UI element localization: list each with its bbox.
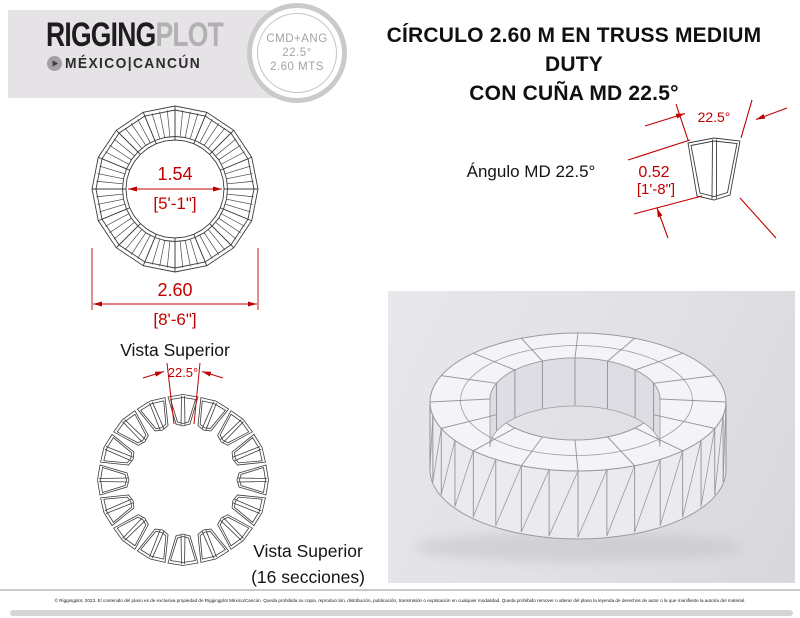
truss-ring-render [388, 291, 795, 583]
outer-diameter-imperial: [8'-6"] [153, 310, 197, 329]
copyright-text: © Riggingplot, 2023. El contenido del plano es de exclusiva propiedad de Riggingplot México/Cancún. Queda prohibida su copia, reproducción, distribución, publicación, transmisión o explotación en cualquier modalidad. Queda prohibido remover o alterar del plano la leyenda de derechos de autor o la que manifieste la autoría del material. [54, 598, 746, 603]
wedge-width-value: 0.52 [638, 164, 670, 181]
brand-secondary: PLOT [155, 16, 224, 54]
badge-line-1: CMD+ANG [266, 33, 328, 45]
brand-location: MÉXICO|CANCÚN [65, 55, 202, 72]
inner-diameter-value: 1.54 [157, 164, 193, 184]
wedge-geometry [688, 138, 740, 200]
render-3d [388, 291, 795, 583]
inner-diameter-imperial: [5'-1"] [153, 194, 197, 213]
footer-rule [0, 589, 800, 591]
title-line-1: CÍRCULO 2.60 M EN TRUSS MEDIUM DUTY [386, 24, 762, 76]
top-view-label: Vista Superior [120, 340, 230, 360]
wedge-width-imperial: [1'-8"] [636, 181, 676, 198]
title-line-2: CON CUÑA MD 22.5° [469, 82, 679, 105]
brand-logo [46, 18, 223, 52]
spec-badge-inner-ring [257, 13, 337, 93]
brand-primary: RIGGING [46, 16, 156, 54]
footer-bar [10, 610, 793, 616]
brand-location-row [47, 55, 213, 72]
sections-view-label: Vista Superior [253, 541, 363, 561]
badge-line-3: 2.60 MTS [270, 61, 324, 73]
wedge-caption: Ángulo MD 22.5° [466, 162, 596, 181]
play-icon [47, 56, 62, 71]
wedge-angle-value: 22.5° [697, 109, 731, 125]
badge-line-2: 22.5° [282, 47, 312, 59]
outer-diameter-value: 2.60 [157, 280, 193, 300]
section-angle-value: 22.5° [167, 365, 199, 380]
top-view-drawing [70, 103, 282, 341]
spec-badge [247, 3, 347, 103]
sections-count-label: (16 secciones) [251, 567, 365, 587]
wedge-detail-drawing [615, 95, 800, 245]
